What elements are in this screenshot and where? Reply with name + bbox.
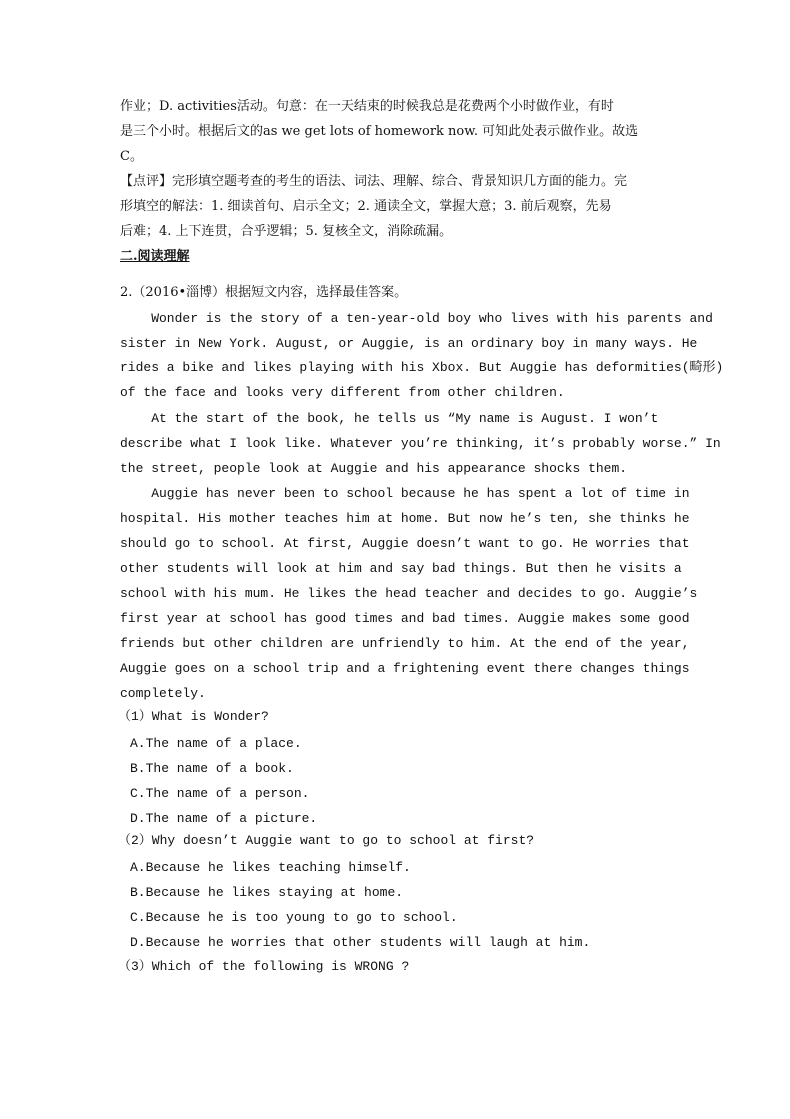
question-stem: （1）What is Wonder? xyxy=(118,709,269,724)
passage-line: sister in New York. August, or Auggie, is an ordinary boy in many ways. He xyxy=(120,336,698,351)
passage-line: friends but other children are unfriendly to him. At the end of the year, xyxy=(120,636,690,651)
answer-option-a[interactable]: A.Because he likes teaching himself. xyxy=(130,860,411,875)
answer-option-b[interactable]: B.Because he likes staying at home. xyxy=(130,885,404,900)
passage-line: At the start of the book, he tells us “My name is August. I won’t xyxy=(120,411,659,426)
answer-option-d[interactable]: D.Because he worries that other students will laugh at him. xyxy=(130,935,591,950)
answer-option-c[interactable]: C.The name of a person. xyxy=(130,786,310,801)
comment-line-3: 后难；4. 上下连贯，合乎逻辑；5. 复核全文，消除疏漏。 xyxy=(120,224,453,239)
answer-explanation-line-1: 作业；D. activities活动。句意：在一天结束的时候我总是花费两个小时做作业，有时 xyxy=(120,99,614,114)
comment-line-2: 形填空的解法：1. 细读首句、启示全文；2. 通读全文，掌握大意；3. 前后观察，先易 xyxy=(120,199,612,214)
passage-line: other students will look at him and say bad things. But then he visits a xyxy=(120,561,682,576)
passage-line: hospital. His mother teaches him at home. But now he’s ten, she thinks he xyxy=(120,511,690,526)
answer-option-a[interactable]: A.The name of a place. xyxy=(130,736,302,751)
answer-explanation-line-2: 是三个小时。根据后文的as we get lots of homework now. 可知此处表示做作业。故选 xyxy=(120,124,639,139)
question-stem: （3）Which of the following is WRONG ? xyxy=(118,959,410,974)
passage-line: Auggie has never been to school because he has spent a lot of time in xyxy=(120,486,690,501)
passage-line: Wonder is the story of a ten-year-old boy who lives with his parents and xyxy=(120,311,713,326)
passage-line: school with his mum. He likes the head teacher and decides to go. Auggie’s xyxy=(120,586,698,601)
passage-line: of the face and looks very different from other children. xyxy=(120,385,565,400)
passage-line: rides a bike and likes playing with his Xbox. But Auggie has deformities(畸形) xyxy=(120,360,724,375)
passage-line: first year at school has good times and bad times. Auggie makes some good xyxy=(120,611,690,626)
comment-line-1: 【点评】完形填空题考查的考生的语法、词法、理解、综合、背景知识几方面的能力。完 xyxy=(120,174,628,189)
question-header: 2.（2016•淄博）根据短文内容，选择最佳答案。 xyxy=(120,285,408,300)
passage-line: should go to school. At first, Auggie doesn’t want to go. He worries that xyxy=(120,536,690,551)
answer-option-d[interactable]: D.The name of a picture. xyxy=(130,811,318,826)
passage-line: describe what I look like. Whatever you’re thinking, it’s probably worse.” In xyxy=(120,436,721,451)
passage-line: Auggie goes on a school trip and a frightening event there changes things xyxy=(120,661,690,676)
passage-line: the street, people look at Auggie and his appearance shocks them. xyxy=(120,461,628,476)
answer-option-c[interactable]: C.Because he is too young to go to school. xyxy=(130,910,458,925)
section-title: 二.阅读理解 xyxy=(120,249,190,264)
passage-line: completely. xyxy=(120,686,206,701)
answer-explanation-line-3: C。 xyxy=(120,149,143,164)
answer-option-b[interactable]: B.The name of a book. xyxy=(130,761,294,776)
question-stem: （2）Why doesn’t Auggie want to go to school at first? xyxy=(118,833,535,848)
